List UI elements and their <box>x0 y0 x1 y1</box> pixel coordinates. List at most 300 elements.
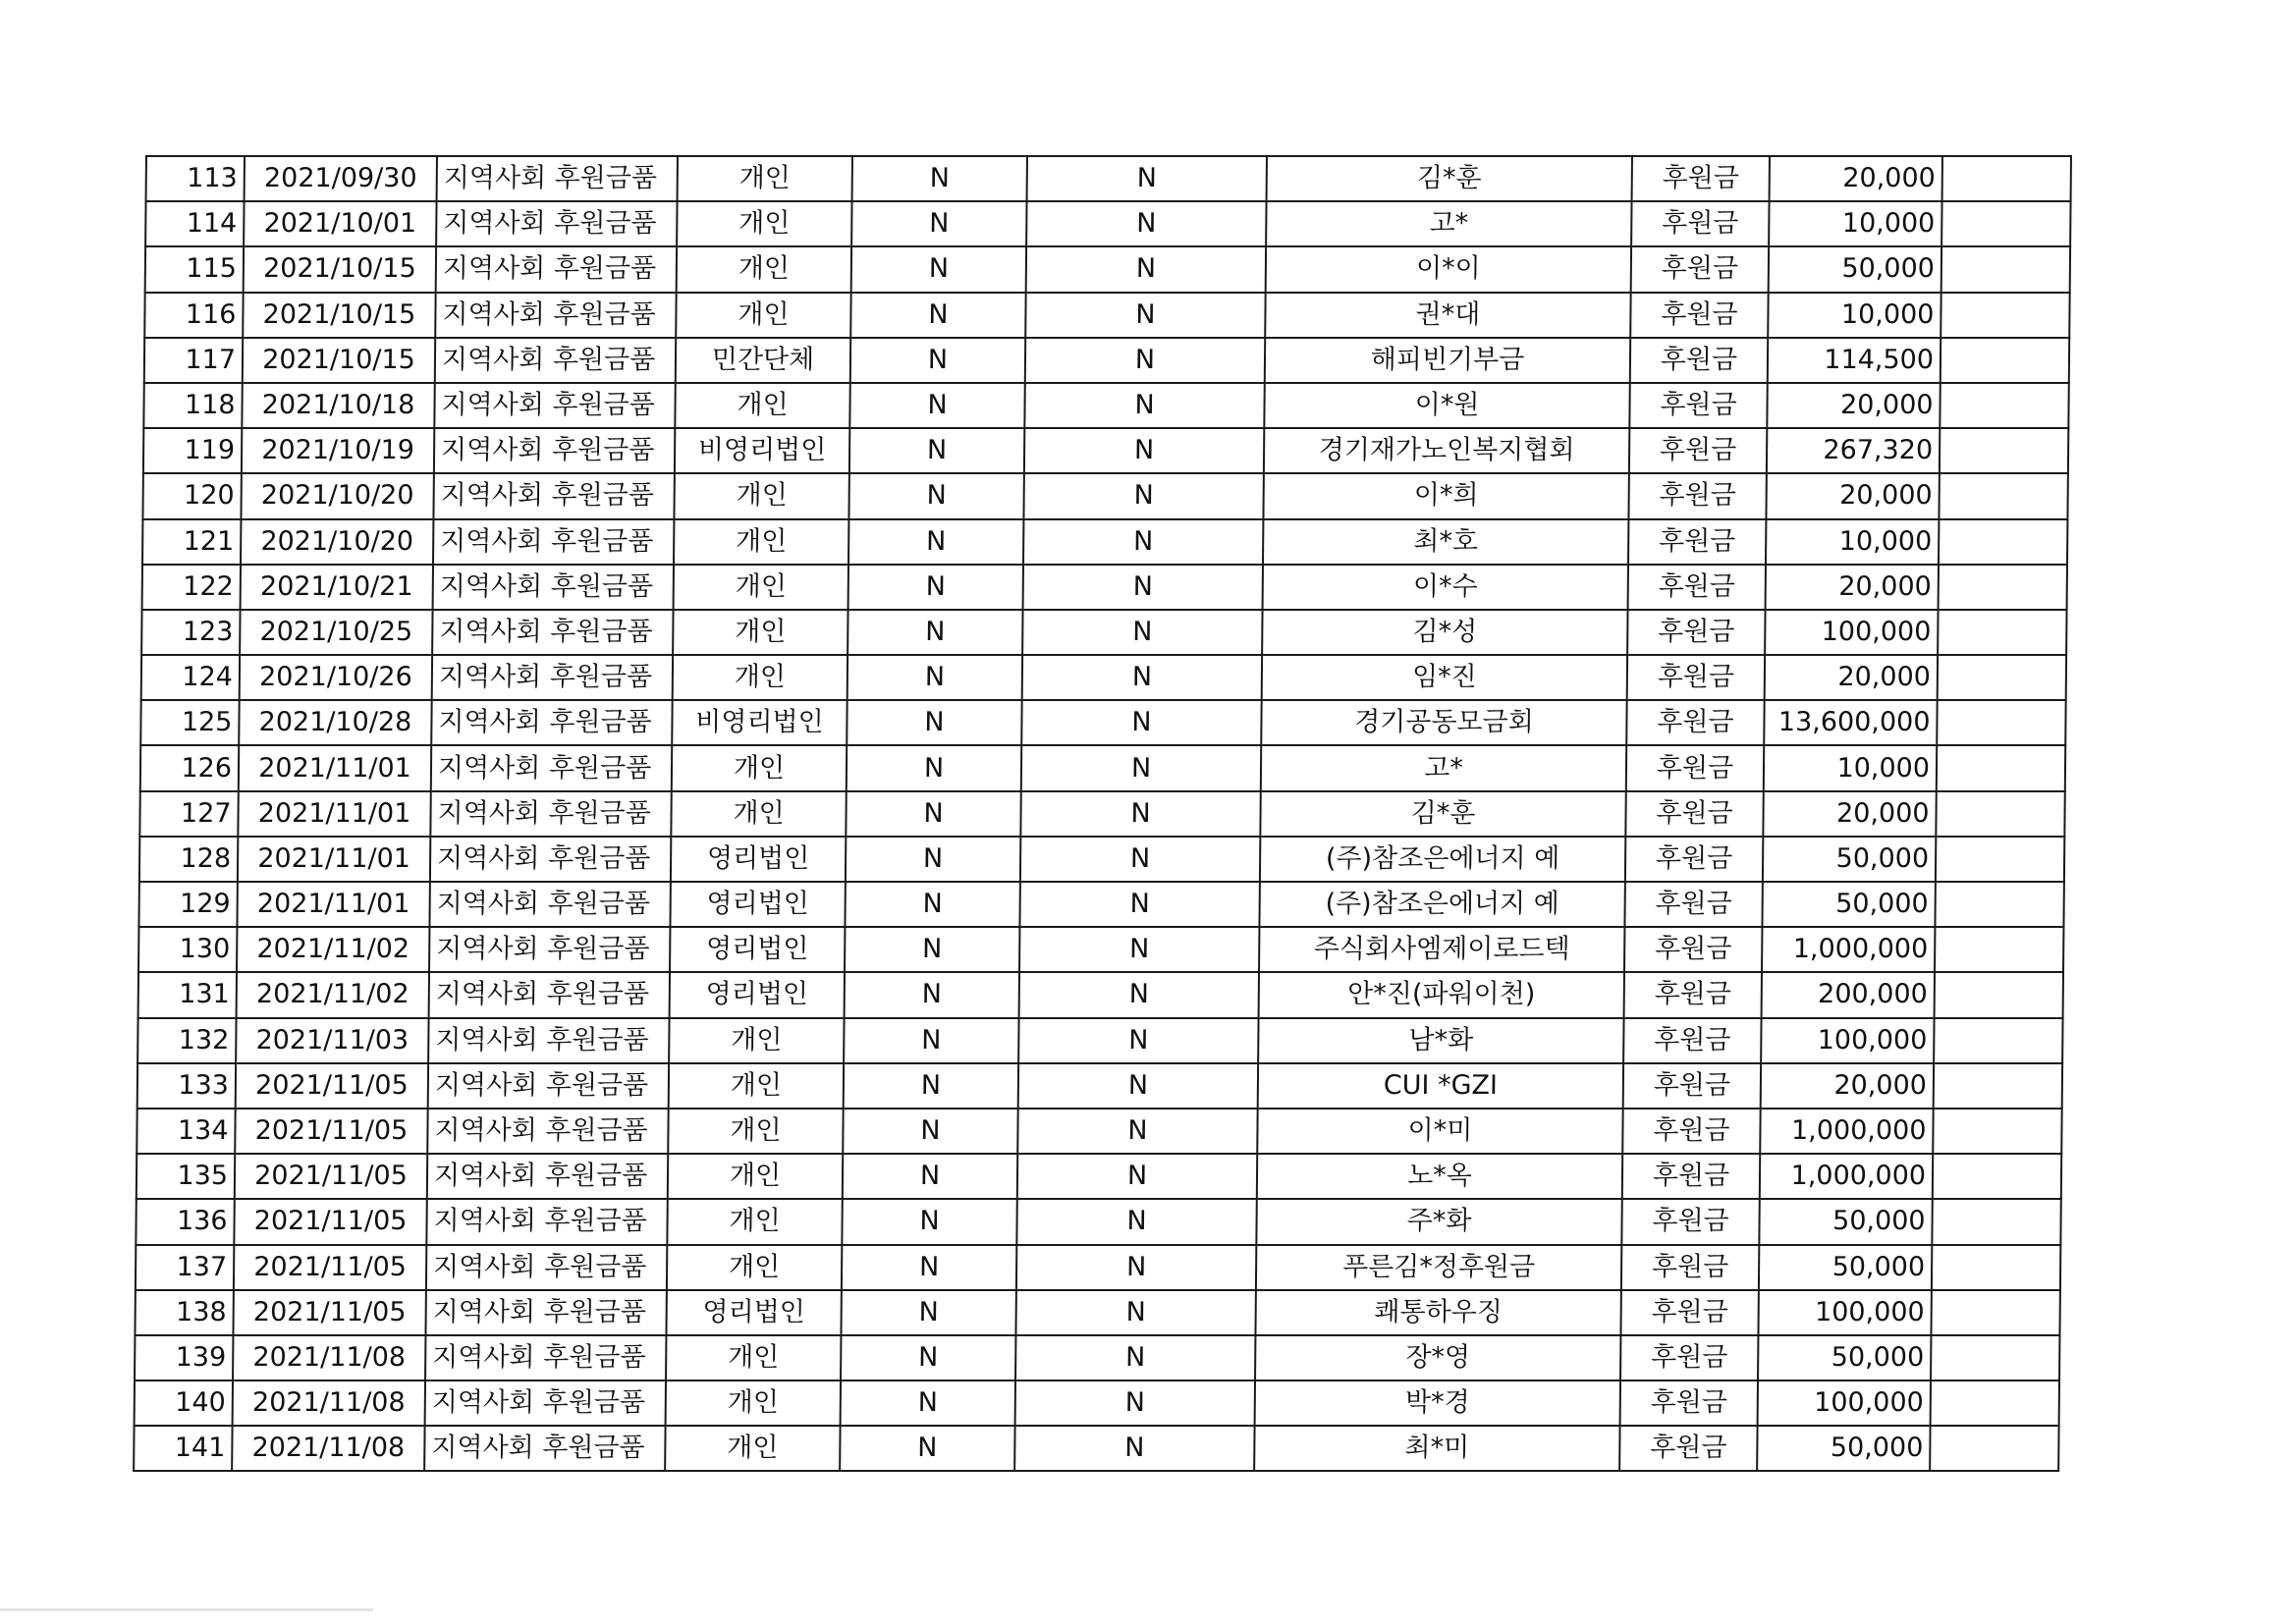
note-cell <box>1931 1290 2059 1335</box>
amount-cell: 100,000 <box>1758 1380 1931 1426</box>
scan-edge-artifact <box>0 1608 373 1611</box>
flag-2-cell: N <box>1026 246 1266 292</box>
category-cell: 후원금 <box>1620 1335 1758 1380</box>
category-cell: 후원금 <box>1627 610 1765 655</box>
flag-2-cell: N <box>1015 1335 1255 1380</box>
amount-cell: 1,000,000 <box>1760 1109 1933 1154</box>
date-cell: 2021/11/05 <box>233 1290 425 1335</box>
donation-type-cell: 지역사회 후원금품 <box>431 745 672 790</box>
note-cell <box>1941 293 2069 338</box>
category-cell: 후원금 <box>1628 519 1766 565</box>
donation-type-cell: 지역사회 후원금품 <box>427 1154 668 1199</box>
donation-type-cell: 지역사회 후원금품 <box>430 791 671 837</box>
flag-2-cell: N <box>1025 338 1265 383</box>
flag-2-cell: N <box>1016 1199 1256 1244</box>
category-cell: 후원금 <box>1631 201 1769 246</box>
note-cell <box>1936 837 2064 882</box>
donor-name-cell: (주)참조은에너지 예 <box>1260 837 1625 882</box>
table-row <box>135 1380 2059 1426</box>
flag-2-cell: N <box>1019 972 1259 1017</box>
category-cell: 후원금 <box>1628 473 1766 518</box>
note-cell <box>1939 473 2067 518</box>
flag-1-cell: N <box>844 1018 1018 1063</box>
flag-1-cell: N <box>848 519 1023 565</box>
donor-kind-cell: 영리법인 <box>671 837 846 882</box>
date-cell: 2021/10/25 <box>240 610 432 655</box>
date-cell: 2021/11/01 <box>238 791 430 837</box>
ledger-body <box>134 156 2071 1471</box>
donor-kind-cell: 개인 <box>666 1380 841 1426</box>
date-cell: 2021/10/18 <box>242 383 434 428</box>
row-number-cell: 141 <box>134 1426 232 1471</box>
donation-type-cell: 지역사회 후원금품 <box>432 655 673 700</box>
date-cell: 2021/11/01 <box>237 882 429 927</box>
flag-1-cell: N <box>851 201 1026 246</box>
amount-cell: 50,000 <box>1759 1199 1932 1244</box>
flag-1-cell: N <box>848 565 1023 610</box>
donor-name-cell: 박*경 <box>1255 1380 1620 1426</box>
row-number-cell: 119 <box>143 428 242 473</box>
flag-1-cell: N <box>851 246 1026 292</box>
note-cell <box>1940 428 2068 473</box>
donor-name-cell: 경기재가노인복지협회 <box>1264 428 1629 473</box>
donor-name-cell: 이*이 <box>1266 246 1631 292</box>
row-number-cell: 116 <box>144 293 243 338</box>
table-row <box>138 972 2063 1017</box>
category-cell: 후원금 <box>1629 428 1767 473</box>
category-cell: 후원금 <box>1622 1154 1760 1199</box>
table-row <box>134 1426 2058 1471</box>
amount-cell: 20,000 <box>1770 156 1942 201</box>
amount-cell: 20,000 <box>1766 565 1939 610</box>
category-cell: 후원금 <box>1625 837 1763 882</box>
table-row <box>137 1109 2061 1154</box>
donor-kind-cell: 개인 <box>673 610 847 655</box>
flag-2-cell: N <box>1025 293 1265 338</box>
amount-cell: 20,000 <box>1761 1063 1934 1109</box>
date-cell: 2021/10/15 <box>244 246 436 292</box>
table-row <box>144 293 2069 338</box>
donation-type-cell: 지역사회 후원금품 <box>434 428 675 473</box>
donor-name-cell: 이*원 <box>1264 383 1629 428</box>
amount-cell: 50,000 <box>1763 837 1936 882</box>
donation-type-cell: 지역사회 후원금품 <box>425 1380 666 1426</box>
donor-kind-cell: 개인 <box>675 383 849 428</box>
donation-type-cell: 지역사회 후원금품 <box>435 293 676 338</box>
donor-kind-cell: 개인 <box>671 791 846 837</box>
row-number-cell: 133 <box>137 1063 236 1109</box>
donor-name-cell: 임*진 <box>1262 655 1627 700</box>
flag-1-cell: N <box>850 338 1025 383</box>
category-cell: 후원금 <box>1632 156 1770 201</box>
flag-1-cell: N <box>841 1380 1015 1426</box>
note-cell <box>1932 1199 2060 1244</box>
table-row <box>143 428 2068 473</box>
date-cell: 2021/10/15 <box>243 338 435 383</box>
note-cell <box>1938 655 2066 700</box>
donation-type-cell: 지역사회 후원금품 <box>436 201 677 246</box>
donor-name-cell: 최*호 <box>1263 519 1628 565</box>
table-row <box>137 1063 2062 1109</box>
note-cell <box>1937 700 2065 745</box>
date-cell: 2021/11/08 <box>233 1380 425 1426</box>
row-number-cell: 118 <box>143 383 242 428</box>
note-cell <box>1934 1018 2062 1063</box>
flag-2-cell: N <box>1020 791 1260 837</box>
donor-name-cell: 주*화 <box>1256 1199 1621 1244</box>
flag-2-cell: N <box>1021 700 1261 745</box>
donation-type-cell: 지역사회 후원금품 <box>425 1335 666 1380</box>
donation-type-cell: 지역사회 후원금품 <box>429 972 670 1017</box>
donor-kind-cell: 개인 <box>678 156 852 201</box>
row-number-cell: 122 <box>142 565 241 610</box>
flag-1-cell: N <box>842 1199 1016 1244</box>
date-cell: 2021/11/02 <box>237 972 429 1017</box>
table-row <box>142 473 2067 518</box>
amount-cell: 50,000 <box>1759 1245 1932 1290</box>
category-cell: 후원금 <box>1621 1245 1759 1290</box>
donor-kind-cell: 비영리법인 <box>672 700 847 745</box>
note-cell <box>1941 246 2070 292</box>
flag-2-cell: N <box>1019 927 1259 972</box>
flag-1-cell: N <box>852 156 1027 201</box>
flag-1-cell: N <box>847 655 1022 700</box>
amount-cell: 20,000 <box>1765 655 1938 700</box>
date-cell: 2021/10/20 <box>241 519 433 565</box>
donation-type-cell: 지역사회 후원금품 <box>434 383 675 428</box>
donation-type-cell: 지역사회 후원금품 <box>424 1426 665 1471</box>
flag-2-cell: N <box>1020 837 1260 882</box>
row-number-cell: 132 <box>137 1018 236 1063</box>
donor-kind-cell: 민간단체 <box>676 338 850 383</box>
note-cell <box>1937 745 2065 790</box>
note-cell <box>1941 338 2069 383</box>
flag-1-cell: N <box>846 837 1020 882</box>
donation-type-cell: 지역사회 후원금품 <box>428 1063 669 1109</box>
row-number-cell: 113 <box>146 156 245 201</box>
category-cell: 후원금 <box>1624 927 1762 972</box>
donor-kind-cell: 개인 <box>668 1154 843 1199</box>
date-cell: 2021/10/26 <box>240 655 432 700</box>
donor-name-cell: 김*훈 <box>1260 791 1625 837</box>
row-number-cell: 129 <box>138 882 237 927</box>
flag-2-cell: N <box>1018 1018 1258 1063</box>
flag-2-cell: N <box>1017 1109 1257 1154</box>
category-cell: 후원금 <box>1620 1380 1758 1426</box>
amount-cell: 50,000 <box>1769 246 1941 292</box>
row-number-cell: 138 <box>135 1290 233 1335</box>
row-number-cell: 137 <box>136 1245 234 1290</box>
flag-2-cell: N <box>1027 156 1267 201</box>
table-row <box>137 1018 2062 1063</box>
row-number-cell: 136 <box>136 1199 234 1244</box>
donor-kind-cell: 개인 <box>677 201 851 246</box>
donor-name-cell: 안*진(파워이천) <box>1259 972 1624 1017</box>
category-cell: 후원금 <box>1620 1290 1758 1335</box>
flag-1-cell: N <box>847 700 1021 745</box>
date-cell: 2021/10/20 <box>241 473 433 518</box>
donation-type-cell: 지역사회 후원금품 <box>428 1018 669 1063</box>
category-cell: 후원금 <box>1623 1018 1761 1063</box>
donor-kind-cell: 영리법인 <box>670 972 845 1017</box>
category-cell: 후원금 <box>1630 338 1768 383</box>
row-number-cell: 139 <box>135 1335 233 1380</box>
donor-kind-cell: 개인 <box>668 1109 843 1154</box>
donor-kind-cell: 영리법인 <box>666 1290 841 1335</box>
flag-1-cell: N <box>841 1290 1015 1335</box>
flag-2-cell: N <box>1022 655 1262 700</box>
flag-2-cell: N <box>1022 610 1262 655</box>
donor-name-cell: 노*옥 <box>1257 1154 1622 1199</box>
donor-name-cell: 권*대 <box>1265 293 1630 338</box>
donation-type-cell: 지역사회 후원금품 <box>426 1199 667 1244</box>
table-row <box>137 1154 2061 1199</box>
donor-kind-cell: 개인 <box>669 1018 844 1063</box>
note-cell <box>1940 383 2068 428</box>
table-row <box>141 655 2066 700</box>
donor-kind-cell: 개인 <box>666 1335 841 1380</box>
category-cell: 후원금 <box>1626 745 1764 790</box>
amount-cell: 1,000,000 <box>1760 1154 1933 1199</box>
donation-type-cell: 지역사회 후원금품 <box>429 927 670 972</box>
amount-cell: 10,000 <box>1766 519 1939 565</box>
flag-1-cell: N <box>847 745 1021 790</box>
row-number-cell: 134 <box>137 1109 235 1154</box>
donation-type-cell: 지역사회 후원금품 <box>433 519 674 565</box>
flag-1-cell: N <box>845 972 1019 1017</box>
flag-2-cell: N <box>1018 1063 1258 1109</box>
note-cell <box>1935 882 2063 927</box>
amount-cell: 10,000 <box>1769 201 1941 246</box>
flag-2-cell: N <box>1023 519 1263 565</box>
donor-name-cell: 장*영 <box>1255 1335 1620 1380</box>
amount-cell: 50,000 <box>1757 1426 1930 1471</box>
flag-1-cell: N <box>840 1426 1014 1471</box>
amount-cell: 20,000 <box>1766 473 1939 518</box>
donation-type-cell: 지역사회 후원금품 <box>435 338 676 383</box>
donation-ledger-table <box>133 155 2072 1472</box>
category-cell: 후원금 <box>1621 1199 1759 1244</box>
table-row <box>146 156 2071 201</box>
donation-type-cell: 지역사회 후원금품 <box>431 700 672 745</box>
date-cell: 2021/09/30 <box>245 156 437 201</box>
donor-name-cell: 최*미 <box>1254 1426 1619 1471</box>
category-cell: 후원금 <box>1629 383 1767 428</box>
donor-name-cell: 김*훈 <box>1267 156 1632 201</box>
row-number-cell: 121 <box>142 519 241 565</box>
date-cell: 2021/11/05 <box>234 1245 426 1290</box>
date-cell: 2021/11/01 <box>239 745 431 790</box>
table-row <box>139 837 2064 882</box>
donor-name-cell: 경기공동모금회 <box>1261 700 1626 745</box>
donor-name-cell: 이*미 <box>1257 1109 1622 1154</box>
note-cell <box>1934 1063 2062 1109</box>
table-row <box>141 610 2066 655</box>
amount-cell: 267,320 <box>1767 428 1940 473</box>
table-row <box>142 565 2067 610</box>
donation-type-cell: 지역사회 후원금품 <box>429 882 670 927</box>
table-row <box>135 1290 2059 1335</box>
note-cell <box>1935 927 2063 972</box>
category-cell: 후원금 <box>1619 1426 1757 1471</box>
row-number-cell: 123 <box>141 610 240 655</box>
amount-cell: 200,000 <box>1762 972 1935 1017</box>
donor-name-cell: 이*수 <box>1263 565 1628 610</box>
table-row <box>143 383 2068 428</box>
donation-type-cell: 지역사회 후원금품 <box>425 1290 666 1335</box>
donation-type-cell: 지역사회 후원금품 <box>426 1245 667 1290</box>
donor-kind-cell: 개인 <box>672 745 847 790</box>
amount-cell: 50,000 <box>1758 1335 1931 1380</box>
date-cell: 2021/11/01 <box>238 837 430 882</box>
date-cell: 2021/10/28 <box>239 700 431 745</box>
note-cell <box>1936 791 2064 837</box>
donor-name-cell: 푸른김*정후원금 <box>1256 1245 1621 1290</box>
date-cell: 2021/10/01 <box>244 201 436 246</box>
category-cell: 후원금 <box>1631 246 1769 292</box>
amount-cell: 10,000 <box>1768 293 1941 338</box>
amount-cell: 100,000 <box>1765 610 1938 655</box>
amount-cell: 50,000 <box>1762 882 1935 927</box>
donor-name-cell: 남*화 <box>1258 1018 1623 1063</box>
donor-name-cell: 이*희 <box>1263 473 1628 518</box>
date-cell: 2021/10/15 <box>243 293 435 338</box>
table-row <box>138 882 2063 927</box>
donor-kind-cell: 개인 <box>665 1426 840 1471</box>
flag-2-cell: N <box>1016 1245 1256 1290</box>
note-cell <box>1932 1245 2060 1290</box>
category-cell: 후원금 <box>1625 791 1763 837</box>
date-cell: 2021/11/08 <box>233 1335 425 1380</box>
date-cell: 2021/10/21 <box>241 565 433 610</box>
row-number-cell: 115 <box>145 246 244 292</box>
donor-name-cell: 고* <box>1266 201 1631 246</box>
flag-1-cell: N <box>849 428 1024 473</box>
donor-kind-cell: 개인 <box>667 1245 842 1290</box>
row-number-cell: 117 <box>144 338 243 383</box>
category-cell: 후원금 <box>1624 882 1762 927</box>
donation-type-cell: 지역사회 후원금품 <box>430 837 671 882</box>
flag-2-cell: N <box>1024 428 1264 473</box>
donation-type-cell: 지역사회 후원금품 <box>433 473 674 518</box>
table-row <box>138 927 2063 972</box>
donor-name-cell: CUI *GZI <box>1258 1063 1623 1109</box>
flag-1-cell: N <box>847 610 1022 655</box>
category-cell: 후원금 <box>1630 293 1768 338</box>
flag-2-cell: N <box>1026 201 1266 246</box>
note-cell <box>1933 1154 2061 1199</box>
table-row <box>136 1199 2060 1244</box>
flag-1-cell: N <box>850 293 1025 338</box>
note-cell <box>1931 1380 2059 1426</box>
flag-2-cell: N <box>1015 1290 1255 1335</box>
donor-kind-cell: 개인 <box>677 246 851 292</box>
table-row <box>135 1335 2059 1380</box>
flag-1-cell: N <box>845 882 1019 927</box>
amount-cell: 100,000 <box>1758 1290 1931 1335</box>
date-cell: 2021/11/05 <box>234 1199 426 1244</box>
date-cell: 2021/11/05 <box>235 1109 427 1154</box>
note-cell <box>1931 1335 2059 1380</box>
row-number-cell: 120 <box>142 473 241 518</box>
donation-type-cell: 지역사회 후원금품 <box>436 246 677 292</box>
row-number-cell: 131 <box>138 972 237 1017</box>
donor-kind-cell: 개인 <box>676 293 850 338</box>
donation-type-cell: 지역사회 후원금품 <box>432 610 673 655</box>
amount-cell: 100,000 <box>1761 1018 1934 1063</box>
amount-cell: 1,000,000 <box>1762 927 1935 972</box>
flag-2-cell: N <box>1021 745 1261 790</box>
category-cell: 후원금 <box>1623 1063 1761 1109</box>
row-number-cell: 125 <box>140 700 239 745</box>
date-cell: 2021/11/03 <box>236 1018 428 1063</box>
table-row <box>145 201 2070 246</box>
date-cell: 2021/11/02 <box>237 927 429 972</box>
flag-1-cell: N <box>844 1063 1018 1109</box>
note-cell <box>1941 201 2070 246</box>
category-cell: 후원금 <box>1628 565 1766 610</box>
note-cell <box>1930 1426 2058 1471</box>
row-number-cell: 130 <box>138 927 237 972</box>
table-row <box>139 791 2064 837</box>
date-cell: 2021/10/19 <box>242 428 434 473</box>
flag-1-cell: N <box>841 1335 1015 1380</box>
table-row <box>140 745 2065 790</box>
flag-2-cell: N <box>1023 473 1263 518</box>
row-number-cell: 140 <box>135 1380 233 1426</box>
flag-1-cell: N <box>849 383 1024 428</box>
amount-cell: 13,600,000 <box>1764 700 1937 745</box>
table-row <box>140 700 2065 745</box>
table-row <box>144 338 2069 383</box>
note-cell <box>1939 565 2067 610</box>
donor-name-cell: 김*성 <box>1262 610 1627 655</box>
row-number-cell: 124 <box>141 655 240 700</box>
note-cell <box>1938 610 2066 655</box>
row-number-cell: 127 <box>139 791 238 837</box>
date-cell: 2021/11/05 <box>235 1154 427 1199</box>
category-cell: 후원금 <box>1622 1109 1760 1154</box>
flag-1-cell: N <box>843 1109 1017 1154</box>
row-number-cell: 114 <box>145 201 244 246</box>
donation-type-cell: 지역사회 후원금품 <box>433 565 674 610</box>
donor-kind-cell: 개인 <box>673 655 847 700</box>
flag-1-cell: N <box>842 1245 1016 1290</box>
flag-1-cell: N <box>848 473 1023 518</box>
table-row <box>145 246 2070 292</box>
note-cell <box>1935 972 2063 1017</box>
row-number-cell: 128 <box>139 837 238 882</box>
donor-name-cell: 쾌통하우징 <box>1255 1290 1620 1335</box>
flag-1-cell: N <box>846 791 1020 837</box>
amount-cell: 10,000 <box>1764 745 1937 790</box>
donor-kind-cell: 영리법인 <box>670 882 845 927</box>
date-cell: 2021/11/05 <box>236 1063 428 1109</box>
donation-type-cell: 지역사회 후원금품 <box>437 156 678 201</box>
donor-name-cell: 고* <box>1261 745 1626 790</box>
category-cell: 후원금 <box>1624 972 1762 1017</box>
donor-kind-cell: 영리법인 <box>670 927 845 972</box>
donor-kind-cell: 개인 <box>667 1199 842 1244</box>
table-row <box>136 1245 2060 1290</box>
amount-cell: 114,500 <box>1768 338 1941 383</box>
donor-kind-cell: 개인 <box>674 473 848 518</box>
flag-2-cell: N <box>1017 1154 1257 1199</box>
flag-2-cell: N <box>1015 1380 1255 1426</box>
flag-2-cell: N <box>1023 565 1263 610</box>
amount-cell: 20,000 <box>1767 383 1940 428</box>
donor-name-cell: 해피빈기부금 <box>1265 338 1630 383</box>
